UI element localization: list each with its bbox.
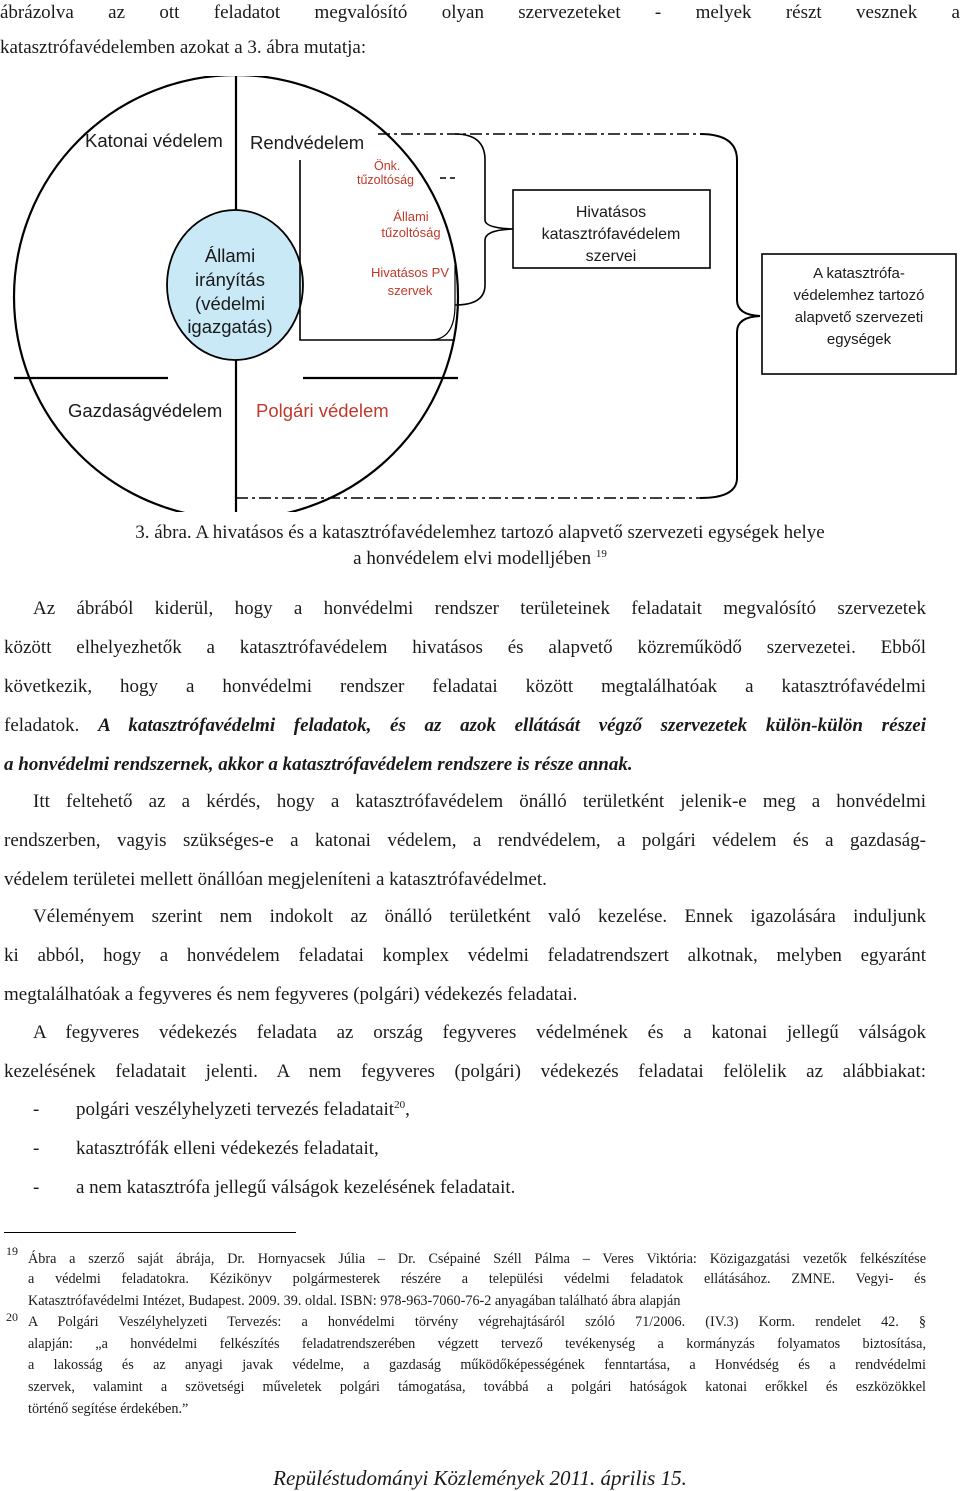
center-line-2: irányítás <box>195 269 265 290</box>
right-brace <box>700 134 760 498</box>
intro-line-2: katasztrófavédelemben azokat a 3. ábra mutatja: <box>0 37 367 58</box>
footnote-19-line-3: Katasztrófavédelmi Intézet, Budapest. 2009. 39. oldal. ISBN: 978-963-7060-76-2 anyagában található ábra alapján <box>28 1293 681 1309</box>
label-katonai: Katonai védelem <box>85 130 223 151</box>
right-box-line-4: egységek <box>826 331 892 348</box>
right-box-line-3: alapvető szervezeti <box>794 309 924 326</box>
list-item <box>33 1099 39 1121</box>
intro-line-1: ábrázolva az ott feladatot megvalósító olyan szervezeteket - melyek részt vesznek a <box>0 2 960 23</box>
footnote-20-line-4: szervek, valamint a szövetségi műveletek polgári támogatása, továbbá a polgári hatóságok katonai erőkkel és eszközökkel <box>28 1379 926 1395</box>
label-hivpv-1: Hivatásos PV <box>370 265 450 280</box>
list-dash: - <box>33 1138 40 1159</box>
list-item-1-text: polgári veszélyhelyzeti tervezés feladatait <box>76 1099 395 1120</box>
hiv-box-line-3: szervei <box>585 248 637 265</box>
list-item <box>33 1177 39 1199</box>
label-gazdasag: Gazdaságvédelem <box>68 400 223 421</box>
footnote-20-line-3: a lakosság és az anyagi javak védelme, a gazdaság működőképességének fenntartása, a Honvédség és a rendvédelmi <box>28 1357 926 1373</box>
label-hivpv-2: szervek <box>387 283 433 298</box>
p3-line-3: megtalálhatóak a fegyveres és nem fegyveres (polgári) védekezés feladatai. <box>4 984 578 1005</box>
p4-line-1: A fegyveres védekezés feladata az ország fegyveres védelmének és a katonai jellegű válságok <box>33 1022 926 1043</box>
figure-caption <box>0 522 960 544</box>
footnote-ref-20[interactable]: 20 <box>394 1099 406 1111</box>
figure-caption-line-2 <box>0 548 960 570</box>
footnote-19-number: 19 <box>6 1244 18 1258</box>
label-allami-tuz-1: Állami <box>393 209 429 224</box>
center-line-1: Állami <box>204 245 256 266</box>
list-dash: - <box>33 1099 40 1120</box>
label-rendvedelem: Rendvédelem <box>250 132 365 153</box>
page-footer: Repüléstudományi Közlemények 2011. április 15. <box>273 1466 687 1490</box>
center-line-4: igazgatás) <box>187 316 273 337</box>
p3-line-2: ki abból, hogy a honvédelem feladatai komplex védelmi feladatrendszert alkotnak, melyben egyaránt <box>4 945 926 966</box>
list-item <box>33 1138 39 1160</box>
footnote-20-line-1: A Polgári Veszélyhelyzeti Tervezés: a honvédelmi törvény végrehajtásáról szóló 71/2006. (IV.3) Korm. rendelet 42. § <box>28 1314 926 1330</box>
p1-line-3: következik, hogy a honvédelmi rendszer feladatai között megtalálhatóak a katasztrófavédelmi <box>4 676 926 697</box>
caption-line-2-text: a honvédelem elvi modelljében <box>353 548 592 569</box>
hiv-box-line-2: katasztrófavédelem <box>541 226 681 243</box>
right-box-line-1: A katasztrófa- <box>813 265 905 282</box>
center-line-3: (védelmi <box>195 293 265 314</box>
list-dash: - <box>33 1177 40 1198</box>
footnote-19-line-1: Ábra a szerző saját ábrája, Dr. Hornyacsek Júlia – Dr. Csépainé Széll Pálma – Veres Viktória: Közigazgatási vezetők felkészítése <box>28 1251 926 1267</box>
label-onk-tuzoltosag: tűzoltóság <box>357 173 414 187</box>
p1-line-5: a honvédelmi rendszernek, akkor a katasztrófavédelem rendszere is része annak. <box>4 754 633 775</box>
footnote-20-line-5: történő segítése érdekében.” <box>28 1401 189 1417</box>
caption-label: 3. ábra. <box>135 522 192 543</box>
p1-line-1: Az ábrából kiderül, hogy a honvédelmi rendszer területeinek feladatait megvalósító szervezetek <box>33 598 926 619</box>
label-allami-tuz-2: tűzoltóság <box>381 225 441 240</box>
footnote-separator <box>4 1232 296 1233</box>
p2-line-2: rendszerben, vagyis szükséges-e a katonai védelem, a rendvédelem, a polgári védelem és a gazdaság- <box>4 830 926 851</box>
footnote-20-line-2: alapján: „a honvédelmi felkészítés feladatrendszerében végzett tervező tevékenység a kormányzás folyamatos biztosítása, <box>28 1336 926 1352</box>
p2-line-1: Itt feltehető az a kérdés, hogy a katasztrófavédelem önálló területként jelenik-e meg a honvédelmi <box>33 791 926 812</box>
label-polgari: Polgári védelem <box>256 400 389 421</box>
footnote-20-number: 20 <box>6 1310 18 1324</box>
list-item-3-text: a nem katasztrófa jellegű válságok kezelésének feladatait. <box>76 1177 516 1198</box>
p1-line-4-emphasis: A katasztrófavédelmi feladatok, és az azok ellátását végző szervezetek külön-külön részei <box>98 715 926 736</box>
p1-line-4 <box>4 715 926 737</box>
footnote-19-line-2: a védelmi feladatokra. Kézikönyv polgármesterek részére a települési védelmi feladatok ellátásához. ZMNE. Vegyi- és <box>28 1271 926 1287</box>
hiv-box-line-1: Hivatásos <box>575 204 647 221</box>
p3-line-1: Véleményem szerint nem indokolt az önálló területként való kezelése. Ennek igazolására induljunk <box>33 906 926 927</box>
list-item-2-text: katasztrófák elleni védekezés feladatait, <box>76 1138 379 1159</box>
p2-line-3: védelem területei mellett önállóan megjeleníteni a katasztrófavédelmet. <box>4 869 547 890</box>
p1-line-4-plain: feladatok. <box>4 715 99 736</box>
caption-text: A hivatásos és a katasztrófavédelemhez tartozó alapvető szervezeti egységek helye <box>191 522 825 543</box>
right-box-line-2: védelemhez tartozó <box>793 287 925 304</box>
caption-footnote-ref[interactable]: 19 <box>595 548 607 560</box>
p1-line-2: között elhelyezhetők a katasztrófavédelem hivatásos és alapvető közreműködő szervezetei. Ebből <box>4 637 926 658</box>
label-onk: Önk. <box>374 159 401 173</box>
hivatasos-brace <box>455 134 513 305</box>
allami-tuzoltosag-bracket <box>300 160 455 340</box>
figure-3-diagram <box>0 76 960 512</box>
list-item-text <box>76 1099 410 1121</box>
list-item-1-tail: , <box>405 1099 410 1120</box>
p4-line-2: kezelésének feladatait jelenti. A nem fegyveres (polgári) védekezés feladatai felölelik az alábbiakat: <box>4 1061 926 1082</box>
